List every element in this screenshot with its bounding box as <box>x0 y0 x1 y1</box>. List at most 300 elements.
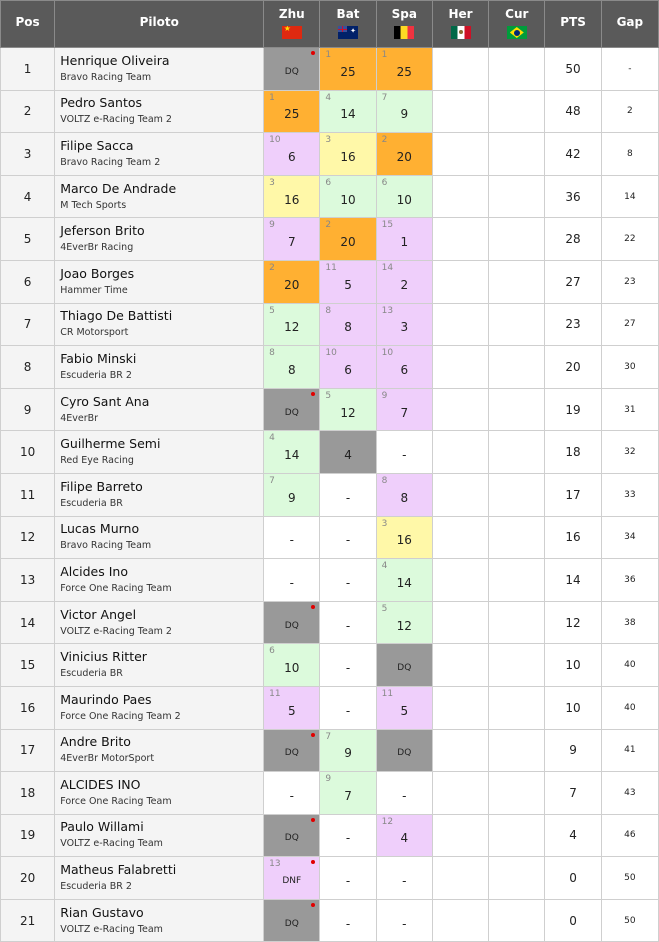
race-result-zhu <box>264 388 320 431</box>
driver-team: Bravo Racing Team <box>60 540 152 552</box>
race-result-cur <box>489 175 545 218</box>
race-result-spa <box>376 346 432 389</box>
qualifying-position: 4 <box>381 561 388 572</box>
driver-team: Force One Racing Team <box>60 582 172 594</box>
race-result-spa <box>376 686 432 729</box>
header-pos-label: Pos <box>15 15 40 29</box>
race-points: 6 <box>344 362 352 377</box>
driver-team: Bravo Racing Team 2 <box>60 156 161 168</box>
race-result-her <box>432 133 488 176</box>
driver-cell <box>55 729 264 772</box>
header-pts-label: PTS <box>560 15 586 29</box>
race-result-bat <box>320 473 376 516</box>
table-row[interactable] <box>1 346 659 389</box>
driver-team: VOLTZ e-Racing Team <box>60 923 163 935</box>
race-result-her <box>432 601 488 644</box>
table-row[interactable] <box>1 899 659 942</box>
belgium-flag-icon <box>394 26 414 39</box>
race-result-bat <box>320 516 376 559</box>
driver-name[interactable]: Maurindo Paes <box>60 691 152 707</box>
race-result-spa <box>376 388 432 431</box>
race-points: 9 <box>287 490 296 505</box>
header-row <box>1 1 659 48</box>
race-points: 20 <box>396 149 412 164</box>
points-gap: 43 <box>601 772 658 815</box>
race-result-cur <box>489 260 545 303</box>
race-points: DQ <box>284 748 299 759</box>
race-points: 16 <box>340 149 356 164</box>
driver-name[interactable]: Vinicius Ritter <box>60 649 147 665</box>
table-row[interactable] <box>1 686 659 729</box>
race-points: 3 <box>400 320 409 335</box>
race-result-cur <box>489 601 545 644</box>
race-points: 4 <box>344 448 352 463</box>
driver-position: 9 <box>1 388 55 431</box>
race-result-spa <box>376 516 432 559</box>
table-row[interactable] <box>1 601 659 644</box>
race-points: - <box>289 533 294 548</box>
points-gap: 40 <box>601 644 658 687</box>
qualifying-position: 9 <box>325 774 332 785</box>
race-points: - <box>345 916 351 931</box>
mexico-flag-icon <box>451 26 471 39</box>
race-points: 12 <box>284 320 300 335</box>
race-result-bat <box>320 729 376 772</box>
race-result-her <box>432 772 488 815</box>
driver-cell <box>55 388 264 431</box>
driver-position: 17 <box>1 729 55 772</box>
fastest-lap-dot-icon <box>311 392 315 396</box>
race-points: 16 <box>396 533 412 548</box>
race-points: 14 <box>396 575 412 590</box>
standings-body <box>1 48 659 942</box>
race-points: 6 <box>287 149 296 164</box>
driver-cell <box>55 559 264 602</box>
race-points: - <box>402 788 407 803</box>
race-result-zhu <box>264 90 320 133</box>
race-result-zhu <box>264 601 320 644</box>
header-gap[interactable] <box>601 1 658 48</box>
qualifying-position: 14 <box>381 262 394 273</box>
points-gap: 23 <box>601 260 658 303</box>
driver-cell <box>55 175 264 218</box>
fastest-lap-dot-icon <box>311 605 315 609</box>
race-points: 8 <box>344 320 352 335</box>
race-points: 7 <box>400 405 409 420</box>
qualifying-position: 10 <box>325 348 337 359</box>
driver-name[interactable]: Henrique Oliveira <box>60 52 170 68</box>
driver-name[interactable]: Paulo Willami <box>60 819 144 835</box>
driver-cell <box>55 644 264 687</box>
table-row[interactable] <box>1 431 659 474</box>
race-result-zhu <box>264 133 320 176</box>
driver-cell <box>55 346 264 389</box>
qualifying-position: 4 <box>325 92 332 103</box>
driver-cell <box>55 857 264 900</box>
race-result-zhu <box>264 814 320 857</box>
driver-name[interactable]: Filipe Barreto <box>60 478 143 494</box>
race-result-zhu <box>264 473 320 516</box>
driver-name[interactable]: Andre Brito <box>60 734 131 750</box>
driver-name[interactable]: Guilherme Semi <box>60 436 161 452</box>
race-points: 25 <box>340 64 356 79</box>
total-points: 7 <box>545 772 601 815</box>
race-result-spa <box>376 260 432 303</box>
race-result-zhu <box>264 644 320 687</box>
table-row[interactable] <box>1 473 659 516</box>
race-points: - <box>345 618 351 633</box>
qualifying-position: 8 <box>381 475 388 486</box>
total-points: 10 <box>545 644 601 687</box>
driver-position: 6 <box>1 260 55 303</box>
race-points: 20 <box>284 277 300 292</box>
driver-name[interactable]: Alcides Ino <box>60 563 128 579</box>
table-row[interactable] <box>1 133 659 176</box>
points-gap: 14 <box>601 175 658 218</box>
race-result-bat <box>320 601 376 644</box>
points-gap: 34 <box>601 516 658 559</box>
race-result-cur <box>489 814 545 857</box>
race-points: DQ <box>284 407 299 418</box>
race-result-bat <box>320 899 376 942</box>
total-points: 16 <box>545 516 601 559</box>
race-result-zhu <box>264 686 320 729</box>
race-result-spa <box>376 133 432 176</box>
driver-position: 18 <box>1 772 55 815</box>
race-result-her <box>432 473 488 516</box>
driver-cell <box>55 814 264 857</box>
table-row[interactable] <box>1 175 659 218</box>
race-points: DQ <box>397 748 412 759</box>
race-result-spa <box>376 90 432 133</box>
driver-position: 21 <box>1 899 55 942</box>
race-result-zhu <box>264 175 320 218</box>
race-result-bat <box>320 90 376 133</box>
driver-name[interactable]: ALCIDES INO <box>60 776 141 792</box>
race-result-cur <box>489 48 545 91</box>
qualifying-position: 7 <box>269 475 275 486</box>
race-result-her <box>432 729 488 772</box>
race-points: 1 <box>400 235 409 250</box>
driver-cell <box>55 516 264 559</box>
driver-name[interactable]: Rian Gustavo <box>60 904 144 920</box>
race-points: 5 <box>400 703 409 718</box>
race-result-her <box>432 346 488 389</box>
driver-team: 4EverBr Racing <box>60 242 134 254</box>
race-result-bat <box>320 260 376 303</box>
driver-position: 8 <box>1 346 55 389</box>
race-result-cur <box>489 516 545 559</box>
driver-name[interactable]: Cyro Sant Ana <box>60 393 150 409</box>
race-points: - <box>345 661 351 676</box>
race-result-zhu <box>264 303 320 346</box>
driver-position: 3 <box>1 133 55 176</box>
total-points: 12 <box>545 601 601 644</box>
driver-team: Force One Racing Team 2 <box>60 710 181 722</box>
fastest-lap-dot-icon <box>311 51 315 55</box>
driver-team: Escuderia BR 2 <box>60 369 132 381</box>
race-result-bat <box>320 346 376 389</box>
qualifying-position: 11 <box>381 688 394 699</box>
race-points: 6 <box>400 362 409 377</box>
table-row[interactable] <box>1 559 659 602</box>
race-result-cur <box>489 218 545 261</box>
driver-team: Hammer Time <box>60 284 128 296</box>
driver-name[interactable]: Matheus Falabretti <box>60 862 177 878</box>
race-points: DQ <box>284 918 299 929</box>
total-points: 50 <box>545 48 601 91</box>
points-gap: - <box>601 48 658 91</box>
race-points: 4 <box>400 831 409 846</box>
table-row[interactable] <box>1 388 659 431</box>
header-race-spa[interactable] <box>376 1 432 48</box>
points-gap: 30 <box>601 346 658 389</box>
table-row[interactable] <box>1 303 659 346</box>
race-result-her <box>432 303 488 346</box>
race-points: - <box>345 490 351 505</box>
header-piloto[interactable] <box>55 1 264 48</box>
driver-position: 7 <box>1 303 55 346</box>
qualifying-position: 1 <box>325 50 332 60</box>
race-result-her <box>432 644 488 687</box>
fastest-lap-dot-icon <box>311 818 315 822</box>
race-points: 7 <box>287 235 296 250</box>
race-points: 12 <box>396 618 412 633</box>
driver-name[interactable]: Filipe Sacca <box>60 137 134 153</box>
driver-name[interactable]: Thiago De Battisti <box>60 308 173 324</box>
qualifying-position: 10 <box>381 348 394 359</box>
qualifying-position: 6 <box>325 177 332 188</box>
race-result-bat <box>320 644 376 687</box>
driver-position: 13 <box>1 559 55 602</box>
race-result-her <box>432 388 488 431</box>
race-result-bat <box>320 388 376 431</box>
points-gap: 38 <box>601 601 658 644</box>
table-row[interactable] <box>1 814 659 857</box>
points-gap: 27 <box>601 303 658 346</box>
driver-name[interactable]: Marco De Andrade <box>60 180 177 196</box>
qualifying-position: 7 <box>325 731 332 742</box>
qualifying-position: 13 <box>381 305 394 316</box>
qualifying-position: 9 <box>381 390 388 401</box>
qualifying-position: 8 <box>325 305 332 316</box>
race-points: - <box>289 575 294 590</box>
race-result-zhu <box>264 729 320 772</box>
points-gap: 8 <box>601 133 658 176</box>
race-points: - <box>345 703 351 718</box>
race-points: - <box>402 448 407 463</box>
qualifying-position: 6 <box>269 646 275 657</box>
race-points: - <box>345 874 351 889</box>
driver-team: VOLTZ e-Racing Team 2 <box>60 114 172 126</box>
qualifying-position: 7 <box>381 92 388 103</box>
points-gap: 32 <box>601 431 658 474</box>
table-header <box>1 1 659 48</box>
race-result-her <box>432 559 488 602</box>
qualifying-position: 15 <box>381 220 394 231</box>
total-points: 19 <box>545 388 601 431</box>
race-result-her <box>432 814 488 857</box>
points-gap: 2 <box>601 90 658 133</box>
race-points: - <box>345 831 351 846</box>
race-result-cur <box>489 686 545 729</box>
race-points: 25 <box>284 107 300 122</box>
race-result-bat <box>320 133 376 176</box>
race-points: - <box>402 916 407 931</box>
race-result-zhu <box>264 516 320 559</box>
driver-cell <box>55 601 264 644</box>
table-row[interactable] <box>1 260 659 303</box>
qualifying-position: 6 <box>381 177 388 188</box>
points-gap: 22 <box>601 218 658 261</box>
driver-name[interactable]: Pedro Santos <box>60 95 143 111</box>
qualifying-position: 2 <box>269 262 275 273</box>
driver-position: 12 <box>1 516 55 559</box>
driver-name[interactable]: Lucas Murno <box>60 521 140 537</box>
race-result-spa <box>376 772 432 815</box>
driver-position: 20 <box>1 857 55 900</box>
race-points: 2 <box>400 277 409 292</box>
qualifying-position: 3 <box>325 135 332 146</box>
header-race-her[interactable] <box>432 1 488 48</box>
race-result-zhu <box>264 431 320 474</box>
driver-name[interactable]: Fabio Minski <box>60 350 137 366</box>
qualifying-position: 3 <box>269 177 275 188</box>
race-result-bat <box>320 772 376 815</box>
total-points: 27 <box>545 260 601 303</box>
race-code: Spa <box>391 7 417 21</box>
race-points: 10 <box>340 192 356 207</box>
driver-team: Bravo Racing Team <box>60 71 152 83</box>
header-race-cur[interactable] <box>489 1 545 48</box>
race-result-cur <box>489 772 545 815</box>
race-result-her <box>432 218 488 261</box>
race-result-her <box>432 857 488 900</box>
race-points: 5 <box>287 703 296 718</box>
driver-position: 2 <box>1 90 55 133</box>
total-points: 9 <box>545 729 601 772</box>
table-row[interactable] <box>1 857 659 900</box>
qualifying-position: 4 <box>269 433 275 444</box>
qualifying-position: 1 <box>269 92 275 103</box>
race-result-spa <box>376 218 432 261</box>
race-result-bat <box>320 218 376 261</box>
driver-cell <box>55 473 264 516</box>
total-points: 10 <box>545 686 601 729</box>
driver-cell <box>55 899 264 942</box>
driver-cell <box>55 431 264 474</box>
header-pts[interactable] <box>545 1 601 48</box>
driver-team: M Tech Sports <box>60 199 127 211</box>
driver-name[interactable]: Joao Borges <box>60 265 135 281</box>
brazil-flag-icon <box>507 26 527 39</box>
qualifying-position: 11 <box>325 262 337 273</box>
race-result-spa <box>376 899 432 942</box>
driver-cell <box>55 218 264 261</box>
points-gap: 40 <box>601 686 658 729</box>
qualifying-position: 12 <box>381 816 394 827</box>
header-pos[interactable] <box>1 1 55 48</box>
driver-team: 4EverBr MotorSport <box>60 753 155 765</box>
driver-position: 11 <box>1 473 55 516</box>
table-row[interactable] <box>1 772 659 815</box>
race-points: 5 <box>344 277 352 292</box>
race-points: DQ <box>284 66 299 77</box>
race-points: 9 <box>344 746 352 761</box>
table-row[interactable] <box>1 90 659 133</box>
driver-position: 14 <box>1 601 55 644</box>
total-points: 18 <box>545 431 601 474</box>
race-result-bat <box>320 857 376 900</box>
table-row[interactable] <box>1 729 659 772</box>
table-row[interactable] <box>1 516 659 559</box>
race-points: DQ <box>284 620 299 631</box>
race-points: DNF <box>282 876 302 887</box>
race-result-spa <box>376 473 432 516</box>
race-result-her <box>432 899 488 942</box>
driver-name[interactable]: Jeferson Brito <box>60 223 145 239</box>
race-result-spa <box>376 644 432 687</box>
race-code: Cur <box>505 7 529 21</box>
points-gap: 41 <box>601 729 658 772</box>
header-race-bat[interactable] <box>320 1 376 48</box>
driver-cell <box>55 772 264 815</box>
driver-position: 15 <box>1 644 55 687</box>
driver-cell <box>55 686 264 729</box>
race-result-cur <box>489 346 545 389</box>
race-result-zhu <box>264 48 320 91</box>
points-gap: 50 <box>601 899 658 942</box>
race-result-zhu <box>264 260 320 303</box>
header-race-zhu[interactable] <box>264 1 320 48</box>
race-points: - <box>345 575 351 590</box>
qualifying-position: 10 <box>269 135 281 146</box>
race-result-bat <box>320 814 376 857</box>
driver-name[interactable]: Victor Angel <box>60 606 137 622</box>
driver-team: VOLTZ e-Racing Team 2 <box>60 625 172 637</box>
race-result-spa <box>376 175 432 218</box>
race-result-cur <box>489 388 545 431</box>
table-row[interactable] <box>1 644 659 687</box>
race-result-her <box>432 260 488 303</box>
points-gap: 46 <box>601 814 658 857</box>
driver-position: 19 <box>1 814 55 857</box>
race-points: - <box>402 874 407 889</box>
driver-team: Escuderia BR <box>60 497 123 509</box>
qualifying-position: 3 <box>381 518 388 529</box>
fastest-lap-dot-icon <box>311 903 315 907</box>
table-row[interactable] <box>1 218 659 261</box>
race-result-spa <box>376 857 432 900</box>
driver-position: 1 <box>1 48 55 91</box>
race-result-bat <box>320 48 376 91</box>
qualifying-position: 1 <box>381 50 388 60</box>
race-points: DQ <box>284 833 299 844</box>
race-result-spa <box>376 729 432 772</box>
total-points: 0 <box>545 899 601 942</box>
total-points: 23 <box>545 303 601 346</box>
race-result-spa <box>376 601 432 644</box>
total-points: 20 <box>545 346 601 389</box>
driver-cell <box>55 48 264 91</box>
race-points: 25 <box>396 64 412 79</box>
driver-cell <box>55 90 264 133</box>
race-code: Her <box>448 7 473 21</box>
race-result-cur <box>489 559 545 602</box>
fastest-lap-dot-icon <box>311 860 315 864</box>
race-result-zhu <box>264 772 320 815</box>
table-row[interactable] <box>1 48 659 91</box>
